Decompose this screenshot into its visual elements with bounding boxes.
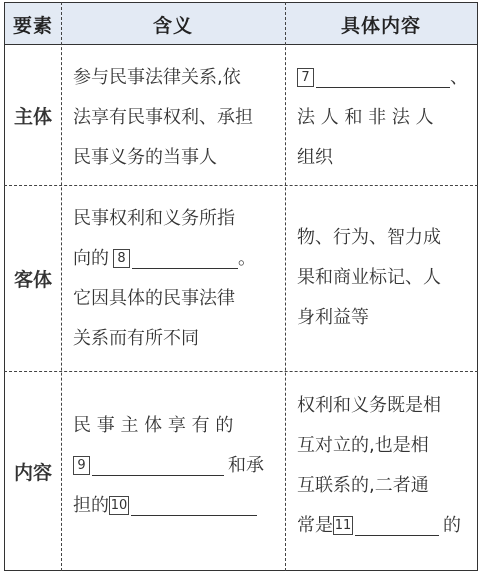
- meaning-line: 法享有民事权利、承担: [73, 107, 253, 128]
- meaning-text: 。: [238, 248, 256, 269]
- meaning-line: 参与民事法律关系,依: [73, 67, 241, 88]
- row-divider: [4, 371, 478, 372]
- fill-blank-7[interactable]: [316, 69, 450, 88]
- content-line: 互对立的,也是相: [297, 435, 429, 456]
- header-specific-content: 具体内容: [340, 14, 421, 37]
- fill-blank-10[interactable]: [131, 497, 257, 516]
- subject-content: [297, 58, 473, 178]
- fill-blank-9[interactable]: [92, 457, 224, 476]
- content-line: 果和商业标记、人: [297, 267, 441, 288]
- meaning-text: 和承: [228, 455, 264, 476]
- content-line: 法 人 和 非 法 人: [297, 107, 434, 128]
- meaning-line: 民事义务的当事人: [73, 147, 217, 168]
- meaning-line: [73, 486, 279, 526]
- column-divider: [61, 2, 62, 571]
- content-line: 权利和义务既是相: [297, 395, 441, 416]
- object-content: [297, 218, 473, 338]
- content-line: 组织: [297, 147, 333, 168]
- content-line: 身利益等: [297, 307, 369, 328]
- content-text: 的: [443, 515, 461, 536]
- object-meaning: [73, 199, 279, 359]
- blank-number: 8: [113, 249, 130, 268]
- subject-meaning: [73, 58, 279, 178]
- content-text: 、: [450, 67, 468, 88]
- row-key-subject: 主体: [13, 105, 52, 128]
- meaning-text: 担的: [73, 495, 109, 516]
- meaning-line: 关系而有所不同: [73, 328, 199, 349]
- blank-number: 9: [73, 456, 90, 475]
- meaning-line: 民 事 主 体 享 有 的: [73, 415, 234, 436]
- meaning-line: 它因具体的民事法律: [73, 288, 235, 309]
- row-divider: [4, 185, 478, 186]
- meaning-text: 向的: [73, 248, 109, 269]
- content-line: 互联系的,二者通: [297, 475, 429, 496]
- header-element: 要素: [12, 14, 53, 37]
- meaning-line: [73, 239, 279, 279]
- content-meaning: [73, 406, 279, 526]
- fill-blank-11[interactable]: [355, 517, 439, 536]
- header-meaning: 含义: [152, 14, 193, 37]
- content-line: [297, 58, 473, 98]
- blank-number: 10: [110, 498, 128, 513]
- meaning-line: 民事权利和义务所指: [73, 208, 235, 229]
- content-line: [297, 506, 473, 546]
- content-specifics: [297, 386, 473, 546]
- column-divider: [285, 2, 286, 571]
- blank-number: 11: [334, 518, 352, 533]
- blank-number: 7: [297, 68, 314, 87]
- meaning-line: [73, 446, 279, 486]
- content-text: 常是: [297, 515, 333, 536]
- content-line: 物、行为、智力成: [297, 227, 441, 248]
- row-key-object: 客体: [13, 268, 52, 291]
- fill-blank-8[interactable]: [132, 250, 238, 269]
- row-key-content: 内容: [13, 461, 52, 484]
